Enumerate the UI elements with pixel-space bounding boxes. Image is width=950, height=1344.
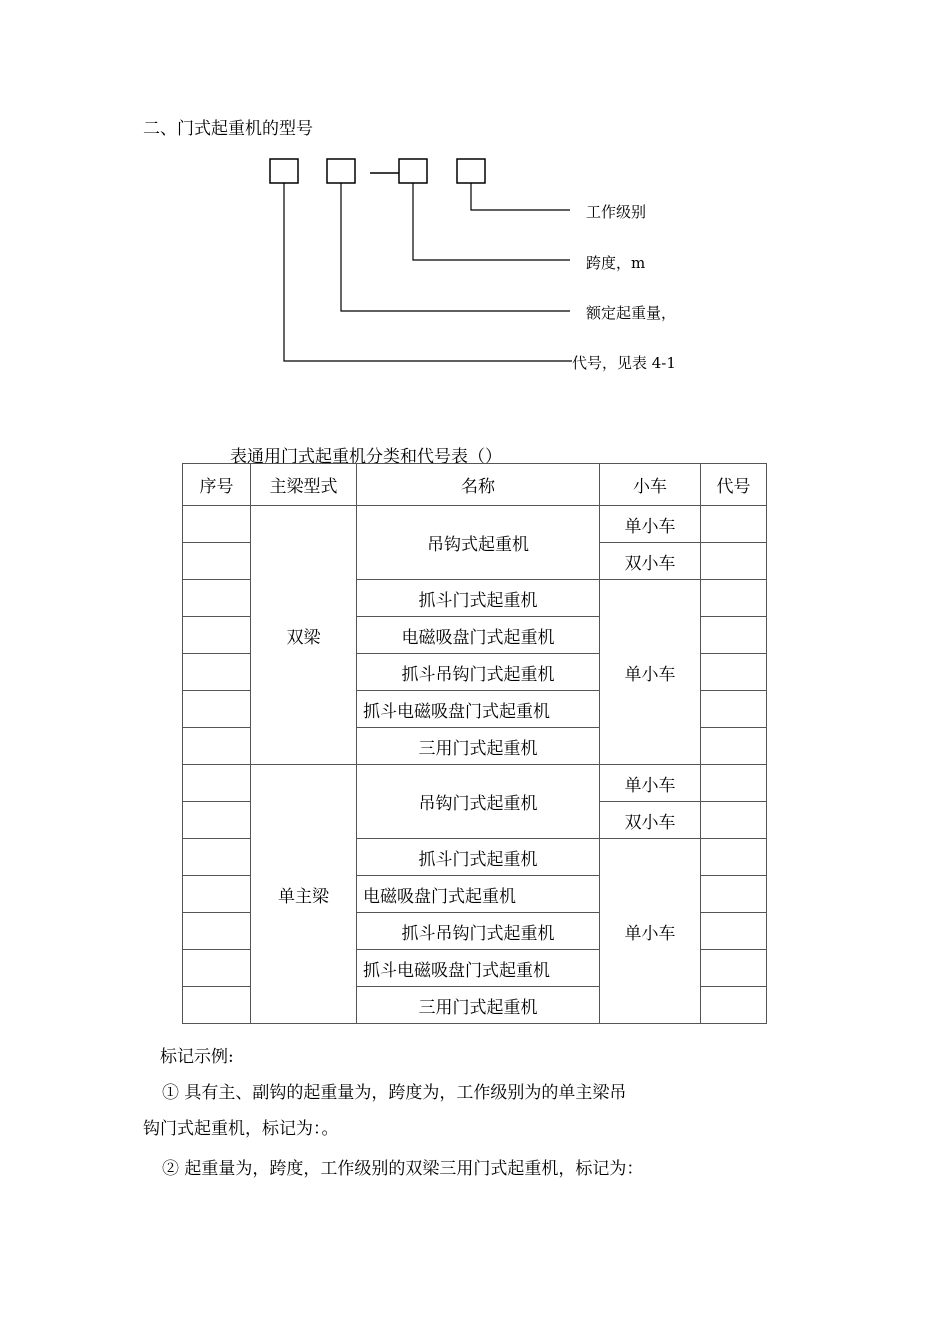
table-row [183,765,767,802]
leader-line-capacity [341,183,570,311]
label-rated-capacity: 额定起重量， [586,304,677,322]
trolley-cell: 单小车 [600,506,701,543]
index-cell [183,506,251,543]
header-index: 序号 [183,464,251,506]
marking-example-title: 标记示例: [160,1047,234,1067]
name-cell: 吊钩门式起重机 [357,765,600,839]
leader-line-span [413,183,570,260]
marking-example-1-line-1: ① 具有主、副钩的起重量为，跨度为，工作级别为的单主梁吊 [162,1083,627,1103]
code-box-1 [270,159,298,183]
classification-table [182,463,767,1024]
name-cell: 电磁吸盘门式起重机 [357,617,600,654]
code-cell [701,913,767,950]
name-cell: 抓斗门式起重机 [357,839,600,876]
index-cell [183,580,251,617]
code-box-2 [327,159,355,183]
beam-type-cell: 单主梁 [251,765,357,1024]
code-cell [701,802,767,839]
trolley-cell: 双小车 [600,543,701,580]
name-cell: 抓斗电磁吸盘门式起重机 [357,691,600,728]
name-cell: 抓斗电磁吸盘门式起重机 [357,950,600,987]
name-cell: 三用门式起重机 [357,728,600,765]
beam-type-cell: 双梁 [251,506,357,765]
code-cell [701,728,767,765]
name-cell: 抓斗吊钩门式起重机 [357,913,600,950]
header-trolley: 小车 [600,464,701,506]
code-cell [701,580,767,617]
header-beam-type: 主梁型式 [251,464,357,506]
code-cell [701,950,767,987]
index-cell [183,691,251,728]
code-cell [701,765,767,802]
index-cell [183,617,251,654]
index-cell [183,950,251,987]
code-cell [701,987,767,1024]
name-cell: 三用门式起重机 [357,987,600,1024]
table-caption: 表通用门式起重机分类和代号表（） [230,447,502,467]
trolley-cell: 双小车 [600,802,701,839]
code-box-3 [399,159,427,183]
leader-line-work-class [471,183,570,210]
index-cell [183,728,251,765]
code-cell [701,876,767,913]
trolley-cell: 单小车 [600,580,701,765]
index-cell [183,913,251,950]
table-header-row [183,464,767,506]
name-cell: 电磁吸盘门式起重机 [357,876,600,913]
index-cell [183,987,251,1024]
marking-example-2: ② 起重量为，跨度，工作级别的双梁三用门式起重机，标记为： [162,1159,644,1179]
code-cell [701,654,767,691]
index-cell [183,654,251,691]
label-code: 代号，见表 4-1 [572,354,676,372]
index-cell [183,876,251,913]
name-cell: 抓斗吊钩门式起重机 [357,654,600,691]
marking-example-1-line-2: 钩门式起重机，标记为：。 [143,1119,339,1139]
code-box-4 [457,159,485,183]
trolley-cell: 单小车 [600,765,701,802]
model-code-diagram [0,0,950,400]
table-row [183,506,767,543]
label-work-class: 工作级别 [586,203,647,221]
code-cell [701,543,767,580]
code-cell [701,506,767,543]
code-cell [701,617,767,654]
trolley-cell: 单小车 [600,839,701,1024]
name-cell: 吊钩式起重机 [357,506,600,580]
header-name: 名称 [357,464,600,506]
name-cell: 抓斗门式起重机 [357,580,600,617]
index-cell [183,802,251,839]
index-cell [183,765,251,802]
index-cell [183,543,251,580]
index-cell [183,839,251,876]
label-span: 跨度，m [586,254,646,272]
header-code: 代号 [701,464,767,506]
code-cell [701,691,767,728]
section-heading: 二、门式起重机的型号 [143,119,313,139]
code-cell [701,839,767,876]
